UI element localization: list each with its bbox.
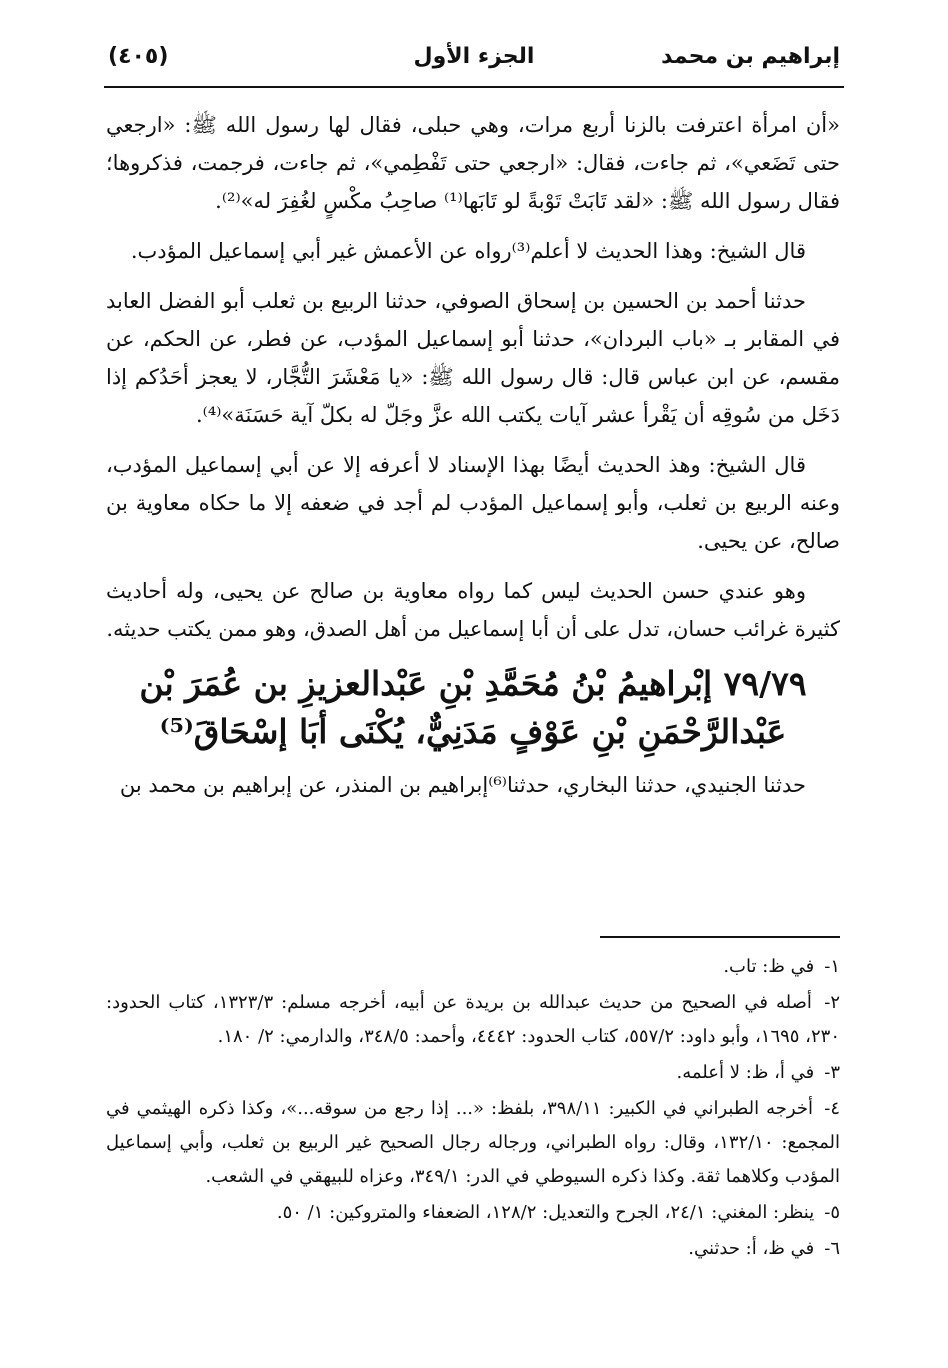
footnote-text: في ظ، أ: حدثني. [688, 1238, 815, 1259]
footnote-number: ٦- [824, 1238, 840, 1259]
footnote-item [106, 986, 840, 1054]
entry-heading-line-1: ٧٩/٧٩ إبْراهيمُ بْنُ مُحَمَّدِ بْنِ عَبْدالعزيزِ بن عُمَرَ بْن [139, 664, 807, 703]
paragraph-hadith-1 [106, 106, 840, 220]
paragraph-text: «أن امرأة اعترفت بالزنا أربع مرات، وهي حبلى، فقال لها رسول الله ﷺ: «ارجعي حتى تَضَعي»، ثم جاءت، فقال: «ارجعي حتى تَفْطِمي»، ثم جاءت، فرجمت، فذكروها؛ فقال رسول الله ﷺ: «لقد تَابَتْ تَوْبةً لو تَابَها⁽¹⁾ صاحِبُ مكْسٍ لغُفِرَ له»⁽²⁾. [106, 113, 840, 213]
paragraph-comment-1 [106, 232, 840, 270]
paragraph-text: حدثنا الجنيدي، حدثنا البخاري، حدثنا⁽⁶⁾إبراهيم بن المنذر، عن إبراهيم بن محمد بن [119, 773, 806, 797]
paragraph-comment-3 [106, 572, 840, 648]
paragraph-hadith-2 [106, 282, 840, 434]
footnote-separator [600, 936, 840, 938]
footnote-text: في أ، ظ: لا أعلمه. [676, 1062, 815, 1083]
page-number: (٤٠٥) [108, 44, 169, 69]
paragraph-text: قال الشيخ: وهذ الحديث أيضًا بهذا الإسناد لا أعرفه إلا عن أبي إسماعيل المؤدب، وعنه الربيع بن ثعلب، وأبو إسماعيل المؤدب لم أجد في ضعفه إلا ما حكاه معاوية بن صالح، عن يحيى. [106, 453, 840, 553]
page-header [108, 40, 840, 80]
footnote-item [106, 1056, 840, 1090]
header-section-title: إبراهيم بن محمد [661, 44, 840, 69]
footnotes [106, 950, 840, 1268]
footnote-item [106, 1196, 840, 1230]
footnote-number: ٢- [824, 992, 840, 1013]
footnote-text: أخرجه الطبراني في الكبير: ٣٩٨/١١، بلفظ: «... إذا رجع من سوقه...»، وكذا ذكره الهيثمي في المجمع: ١٣٢/١٠، وقال: رواه الطبراني، ورجاله رجال الصحيح غير الربيع بن ثعلب، وأبي إسماعيل المؤدب وكلاهما ثقة. وكذا ذكره السيوطي في الدر: ٣٤٩/١، وعزاه للبيهقي في الشعب. [106, 1098, 840, 1187]
footnote-text: ينظر: المغني: ٢٤/١، الجرح والتعديل: ١٢٨/٢، الضعفاء والمتروكين: ١/ ٥٠. [276, 1202, 815, 1223]
footnote-item [106, 1092, 840, 1194]
paragraph-text: قال الشيخ: وهذا الحديث لا أعلم⁽³⁾رواه عن الأعمش غير أبي إسماعيل المؤدب. [130, 239, 806, 263]
footnote-text: في ظ: تاب. [723, 956, 815, 977]
footnote-number: ٤- [824, 1098, 840, 1119]
paragraph-text: وهو عندي حسن الحديث ليس كما رواه معاوية بن صالح عن يحيى، وله أحاديث كثيرة غرائب حسان، تدل على أن أبا إسماعيل من أهل الصدق، وهو ممن يكتب حديثه. [106, 579, 840, 641]
footnote-number: ٥- [824, 1202, 840, 1223]
entry-heading-line-2: عَبْدالرَّحْمَنِ بْنِ عَوْفٍ مَدَنِيٌّ، يُكْنَى أبَا إسْحَاقَ⁽⁵⁾ [159, 712, 787, 751]
footnote-text: أصله في الصحيح من حديث عبدالله بن بريدة عن أبيه، أخرجه مسلم: ١٣٢٣/٣، كتاب الحدود: ٢٣٠، ١٦٩٥، وأبو داود: ٥٥٧/٢، كتاب الحدود: ٤٤٤٢، وأحمد: ٣٤٨/٥، والدارمي: ٢/ ١٨٠. [106, 992, 840, 1047]
footnote-number: ٣- [824, 1062, 840, 1083]
footnote-item [106, 950, 840, 984]
paragraph-text: حدثنا أحمد بن الحسين بن إسحاق الصوفي، حدثنا الربيع بن ثعلب أبو الفضل العابد في المقابر بـ «باب البردان»، حدثنا أبو إسماعيل المؤدب، عن فطر، عن الحكم، عن مقسم، عن ابن عباس قال: قال رسول الله ﷺ: «يا مَعْشَرَ التُّجَّار، لا يعجز أحَدُكم إذا دَخَل من سُوقِه أن يَقْرأ عشر آيات يكتب الله عزَّ وجَلّ له بكلّ آية حَسَنَة»⁽⁴⁾. [106, 289, 840, 427]
footnote-number: ١- [824, 956, 840, 977]
paragraph-comment-2 [106, 446, 840, 560]
header-rule [104, 86, 844, 88]
footnote-item [106, 1232, 840, 1266]
paragraph-isnad [106, 766, 840, 804]
main-text [106, 106, 840, 816]
header-volume: الجزء الأول [413, 44, 535, 69]
entry-heading [106, 660, 840, 756]
